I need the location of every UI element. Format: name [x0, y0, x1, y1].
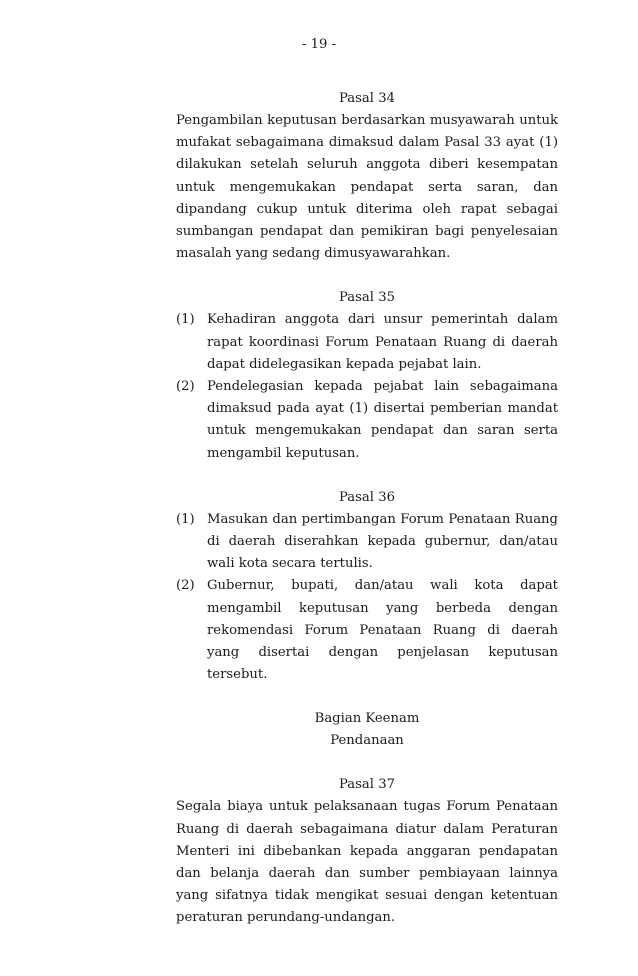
pasal-35-list	[176, 309, 558, 464]
pasal-35-title: Pasal 35	[339, 290, 395, 306]
pasal-37-text: Segala biaya untuk pelaksanaan tugas Forum Penataan Ruang di daerah sebagaimana diatur dalam Peraturan Menteri ini dibebankan kepada anggaran pendapatan dan belanja daerah dan sumber pembiayaan lainnya yang sifatnya tidak mengikat sesuai dengan ketentuan peraturan perundang-undangan.	[176, 799, 558, 926]
pasal-35-item-1	[176, 309, 558, 376]
pasal-36-title: Pasal 36	[339, 489, 395, 505]
pasal-36-item-1	[176, 509, 558, 576]
pasal-34-text: Pengambilan keputusan berdasarkan musyawarah untuk mufakat sebagaimana dimaksud dalam Pasal 33 ayat (1) dilakukan setelah seluruh anggota diberi kesempatan untuk mengemukakan pendapat serta saran, dan dipandang cukup untuk diterima oleh rapat sebagai sumbangan pendapat dan pemikiran bagi penyelesaian masalah yang sedang dimusyawarahkan.	[176, 113, 558, 262]
pasal-36-item-2	[176, 575, 558, 686]
pasal-36-list	[176, 509, 558, 687]
item-text: Kehadiran anggota dari unsur pemerintah dalam rapat koordinasi Forum Penataan Ruang di daerah dapat didelegasikan kepada pejabat lain.	[207, 312, 558, 372]
pasal-35-section	[176, 287, 558, 464]
bagian-subtitle: Pendanaan	[330, 733, 404, 749]
item-number: (1)	[176, 511, 195, 527]
pasal-37-title: Pasal 37	[339, 777, 395, 793]
pasal-34-section	[176, 88, 558, 265]
pasal-35-item-2	[176, 376, 558, 465]
item-number: (2)	[176, 578, 195, 594]
item-text: Gubernur, bupati, dan/atau wali kota dapat mengambil keputusan yang berbeda dengan rekomendasi Forum Penataan Ruang di daerah yang disertai dengan penjelasan keputusan tersebut.	[207, 578, 558, 683]
page-content	[176, 88, 558, 930]
item-number: (2)	[176, 379, 195, 395]
item-text: Masukan dan pertimbangan Forum Penataan Ruang di daerah diserahkan kepada gubernur, dan/atau wali kota secara tertulis.	[207, 511, 558, 572]
page-number: - 19 -	[301, 37, 337, 52]
item-number: (1)	[176, 312, 195, 328]
pasal-36-section	[176, 487, 558, 687]
item-text: Pendelegasian kepada pejabat lain sebagaimana dimaksud pada ayat (1) disertai pemberian mandat untuk mengemukakan pendapat dan saran serta mengambil keputusan.	[207, 379, 558, 461]
bagian-title: Bagian Keenam	[314, 711, 420, 727]
pasal-37-section	[176, 774, 558, 929]
bagian-section	[176, 708, 558, 752]
pasal-34-title: Pasal 34	[339, 91, 395, 106]
